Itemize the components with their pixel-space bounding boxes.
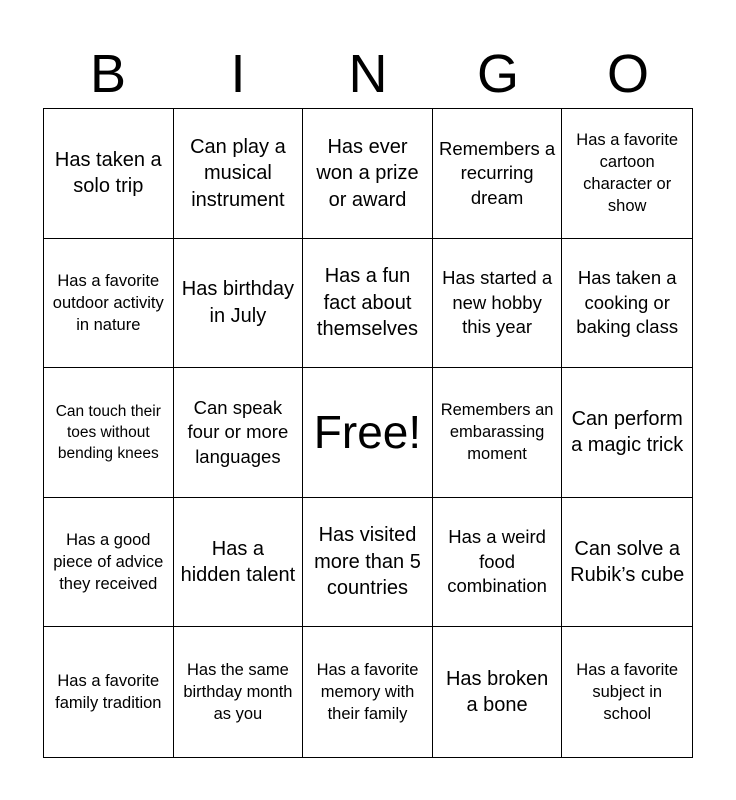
bingo-square-text: Has a favorite memory with their family — [316, 661, 419, 724]
bingo-square[interactable] — [44, 627, 174, 757]
bingo-square-text: Has a favorite outdoor activity in nature — [52, 271, 164, 334]
bingo-square[interactable] — [562, 109, 692, 239]
bingo-square-text: Has broken a bone — [445, 667, 549, 717]
bingo-square-text: Can speak four or more languages — [187, 396, 289, 467]
bingo-square-text: Can solve a Rubik’s cube — [570, 537, 685, 587]
bingo-square[interactable] — [433, 109, 563, 239]
bingo-square-text: Has a fun fact about themselves — [316, 265, 419, 341]
bingo-square[interactable] — [303, 627, 433, 757]
bingo-square[interactable] — [174, 368, 304, 498]
bingo-square-text: Has started a new hobby this year — [442, 267, 553, 338]
bingo-square-text: Has a weird food combination — [447, 526, 547, 597]
bingo-square[interactable] — [174, 627, 304, 757]
header-letter-b: B — [89, 44, 127, 104]
bingo-square-text: Has the same birthday month as you — [183, 661, 293, 724]
bingo-square-text: Has a good piece of advice they received — [53, 531, 164, 594]
bingo-square[interactable] — [562, 239, 692, 369]
bingo-square[interactable] — [562, 627, 692, 757]
bingo-square-text: Has a favorite subject in school — [576, 661, 679, 724]
bingo-square-text: Can touch their toes without bending knees — [55, 402, 161, 462]
bingo-square-text: Remembers an embarassing moment — [440, 401, 554, 464]
bingo-square-text: Has birthday in July — [181, 278, 295, 327]
bingo-square[interactable] — [433, 239, 563, 369]
bingo-square-text: Has taken a solo trip — [54, 148, 162, 198]
bingo-square-text: Has a favorite family tradition — [55, 672, 162, 713]
bingo-square[interactable] — [44, 368, 174, 498]
bingo-square[interactable] — [433, 627, 563, 757]
bingo-square[interactable] — [433, 368, 563, 498]
bingo-square[interactable] — [174, 239, 304, 369]
header-letter-g: G — [476, 44, 519, 104]
header-letter-i: I — [230, 44, 246, 104]
bingo-square[interactable] — [44, 239, 174, 369]
bingo-square[interactable] — [44, 109, 174, 239]
bingo-square-text: Has visited more than 5 countries — [314, 524, 421, 600]
bingo-square-text: Has taken a cooking or baking class — [576, 267, 679, 338]
free-square[interactable] — [303, 368, 433, 498]
bingo-square[interactable] — [303, 498, 433, 628]
bingo-square-text: Has ever won a prize or award — [316, 135, 419, 211]
bingo-square-text: Has a hidden talent — [180, 537, 296, 587]
bingo-square-text: Can perform a magic trick — [571, 407, 684, 457]
bingo-square[interactable] — [303, 109, 433, 239]
bingo-square-text: Free! — [313, 406, 422, 459]
bingo-square[interactable] — [44, 498, 174, 628]
header-letter-n: N — [348, 44, 388, 104]
bingo-square[interactable] — [562, 368, 692, 498]
bingo-square-text: Has a favorite cartoon character or show — [576, 131, 679, 216]
bingo-square[interactable] — [433, 498, 563, 628]
bingo-square[interactable] — [562, 498, 692, 628]
header-letter-o: O — [606, 44, 649, 104]
bingo-board — [43, 108, 693, 758]
bingo-square-text: Can play a musical instrument — [190, 135, 286, 211]
bingo-square-text: Remembers a recurring dream — [439, 137, 556, 208]
bingo-header — [43, 40, 693, 108]
bingo-square[interactable] — [174, 109, 304, 239]
bingo-square[interactable] — [303, 239, 433, 369]
bingo-square[interactable] — [174, 498, 304, 628]
